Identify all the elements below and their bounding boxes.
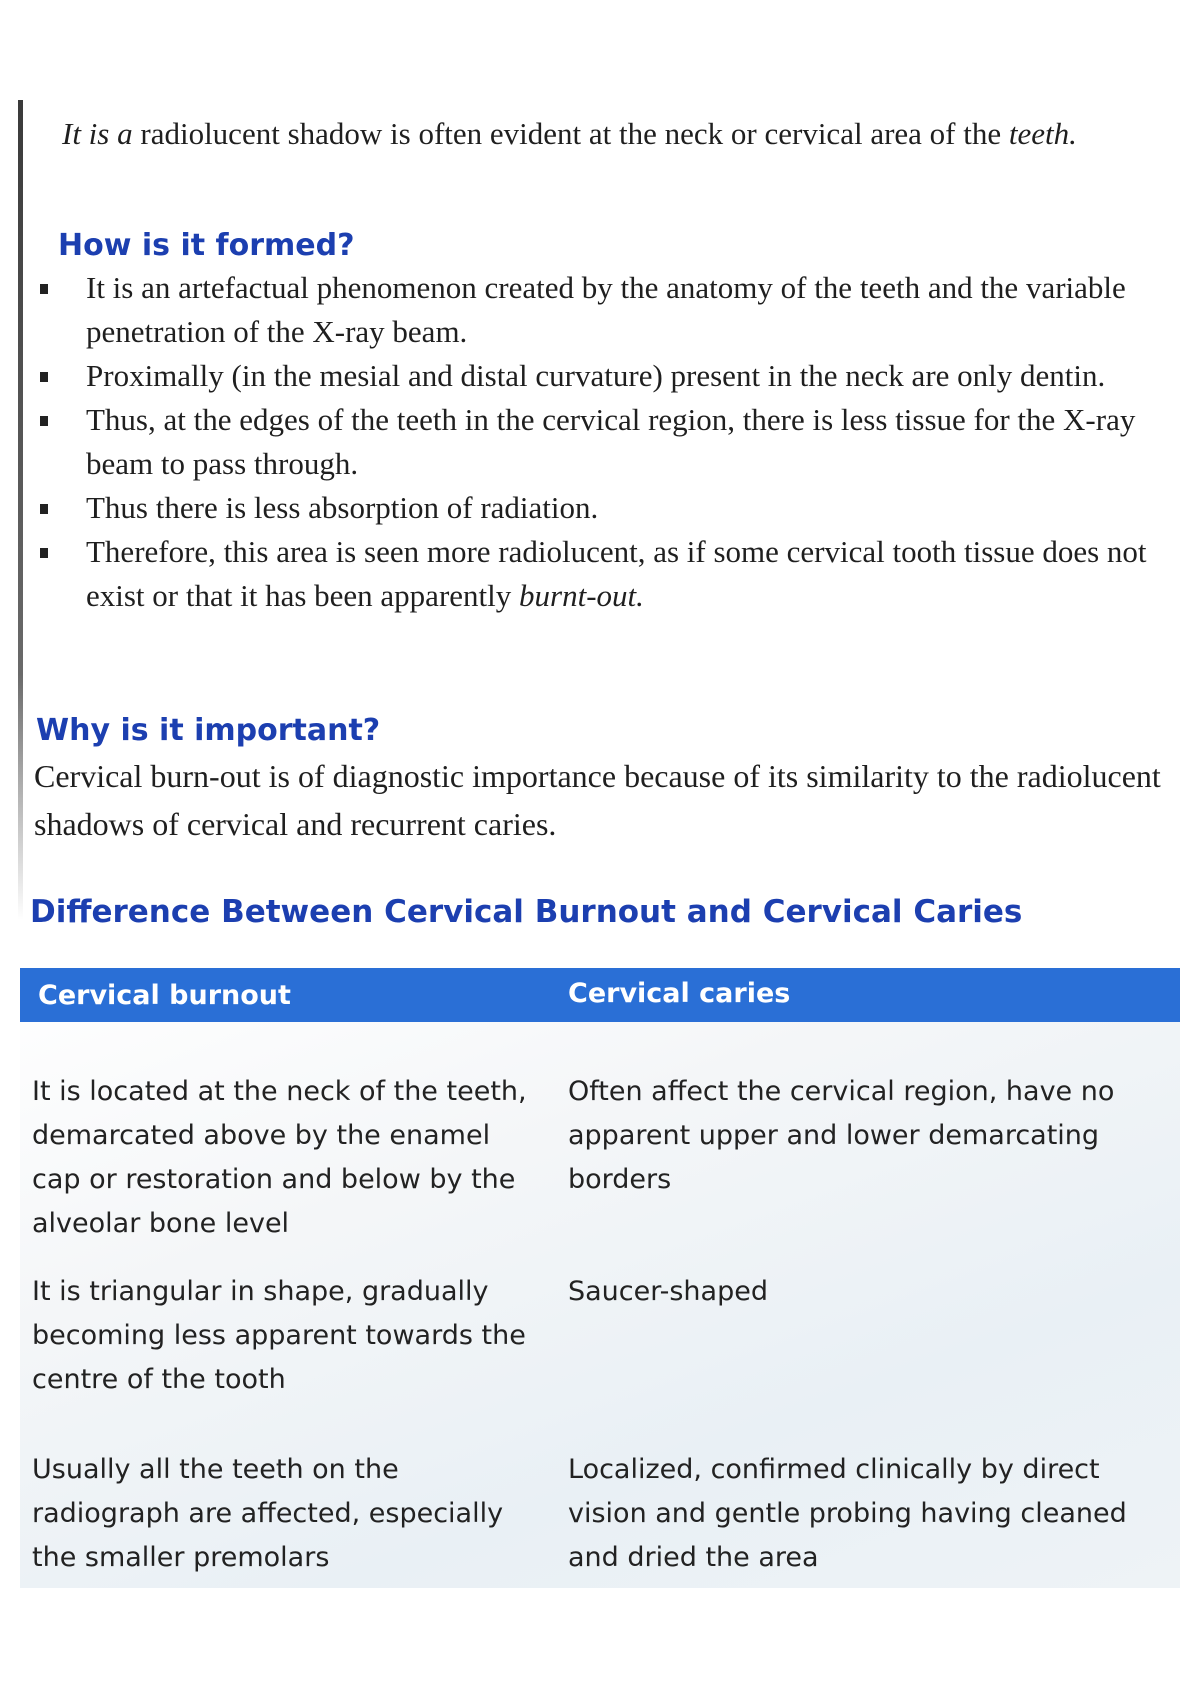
square-bullet-icon	[40, 372, 48, 382]
column-header-caries: Cervical caries	[568, 978, 791, 1009]
table-cell-burnout: It is located at the neck of the teeth, demarcated above by the enamel cap or restoration and below by the alveolar bone level	[32, 1076, 527, 1239]
intro-paragraph	[62, 108, 1142, 160]
table-cell-caries: Saucer-shaped	[568, 1276, 768, 1307]
square-bullet-icon	[40, 284, 48, 294]
table-cell-burnout: Usually all the teeth on the radiograph are affected, especially the smaller premolars	[32, 1454, 504, 1573]
comparison-table	[20, 968, 1180, 1588]
table-header	[20, 968, 1180, 1022]
bullet-text: Therefore, this area is seen more radiolucent, as if some cervical tooth tissue does not exist or that it has been apparently	[86, 534, 1147, 613]
why-important-heading: Why is it important?	[36, 713, 381, 748]
bullet-text: It is an artefactual phenomenon created by the anatomy of the teeth and the variable penetration of the X-ray beam.	[86, 270, 1126, 349]
intro-suffix: teeth.	[1008, 116, 1077, 151]
table-cell-caries: Localized, confirmed clinically by direct vision and gentle probing having cleaned and dried the area	[568, 1454, 1127, 1573]
list-item	[40, 354, 1150, 398]
column-header-burnout: Cervical burnout	[38, 980, 291, 1011]
list-item	[40, 530, 1150, 618]
importance-paragraph: Cervical burn-out is of diagnostic importance because of its similarity to the radiolucent shadows of cervical and recurrent caries.	[34, 758, 1161, 842]
bullet-text: Proximally (in the mesial and distal curvature) present in the neck are only dentin.	[86, 358, 1106, 393]
square-bullet-icon	[40, 548, 48, 558]
list-item	[40, 266, 1150, 354]
how-formed-heading: How is it formed?	[58, 228, 355, 263]
table-cell-burnout: It is triangular in shape, gradually becoming less apparent towards the centre of the tooth	[32, 1276, 526, 1395]
intro-text: radiolucent shadow is often evident at the neck or cervical area of the	[140, 116, 1009, 151]
bullet-text: Thus, at the edges of the teeth in the cervical region, there is less tissue for the X-ray beam to pass through.	[86, 402, 1136, 481]
square-bullet-icon	[40, 416, 48, 426]
difference-heading: Difference Between Cervical Burnout and Cervical Caries	[30, 894, 1023, 930]
square-bullet-icon	[40, 504, 48, 514]
bullet-text: Thus there is less absorption of radiation.	[86, 490, 599, 525]
intro-prefix: It is a	[62, 116, 141, 151]
table-cell-caries: Often affect the cervical region, have no apparent upper and lower demarcating borders	[568, 1076, 1115, 1195]
list-item	[40, 486, 1150, 530]
bullet-emphasis: burnt-out.	[519, 578, 644, 613]
list-item	[40, 398, 1150, 486]
formation-bullet-list	[40, 266, 1150, 618]
